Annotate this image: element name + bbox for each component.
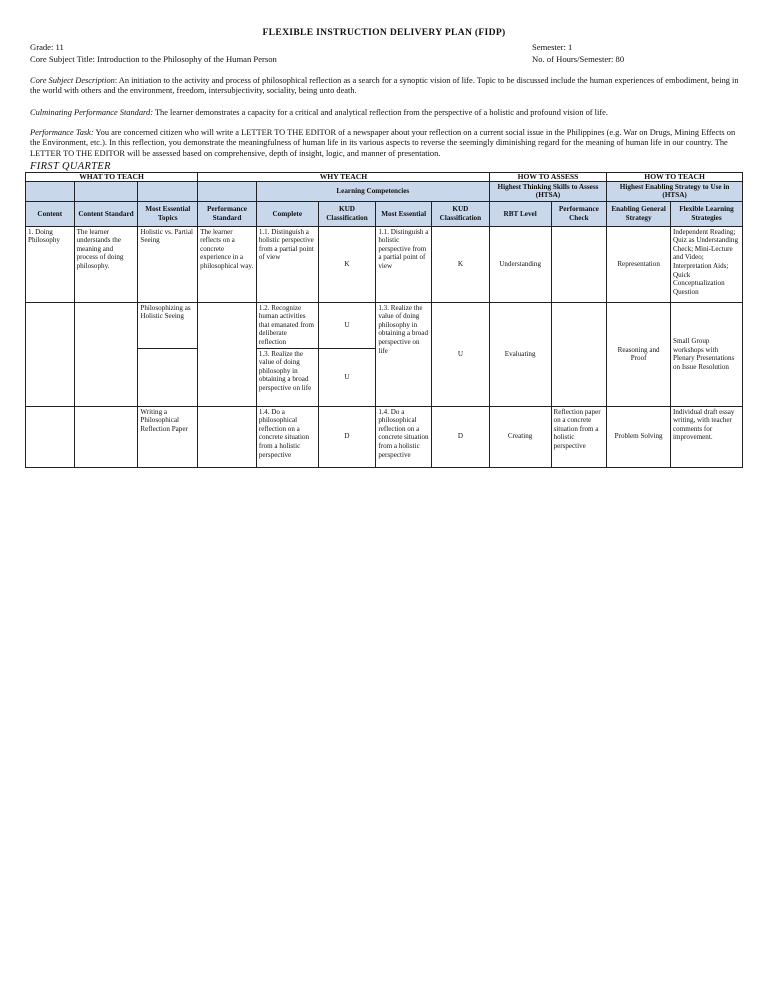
subgroup-header-row xyxy=(26,182,743,201)
cell-performance-standard xyxy=(198,348,257,406)
cell-complete: 1.1. Distinguish a holistic perspective from a partial point of view xyxy=(256,226,318,302)
header-performance-standard: Performance Standard xyxy=(198,201,257,226)
quarter-label: FIRST QUARTER xyxy=(30,161,111,172)
table-row xyxy=(26,302,743,348)
cell-kud-1: U xyxy=(318,348,376,406)
blank-header-cell xyxy=(26,182,75,201)
htsa-header: Highest Thinking Skills to Assess (HTSA) xyxy=(489,182,606,201)
group-how-to-teach: HOW TO TEACH xyxy=(607,173,743,182)
cell-content xyxy=(26,302,75,348)
hesa-header: Highest Enabling Strategy to Use in (HTSA) xyxy=(607,182,743,201)
blank-header-cell xyxy=(138,182,198,201)
blank-header-cell xyxy=(74,182,138,201)
cell-enabling-strategy: Representation xyxy=(607,226,671,302)
cell-performance-standard: The learner reflects on a concrete experience in a philosophical way. xyxy=(198,226,257,302)
cell-performance-standard xyxy=(198,406,257,467)
subject-title: Core Subject Title: Introduction to the Philosophy of the Human Person xyxy=(30,54,277,64)
cell-kud-2: K xyxy=(432,226,490,302)
cell-content-standard xyxy=(74,406,138,467)
subject-description xyxy=(30,76,742,97)
culminating-label: Culminating Performance Standard: xyxy=(30,108,153,117)
cell-content: 1. Doing Philosophy xyxy=(26,226,75,302)
cell-performance-check: Reflection paper on a concrete situation from a holistic perspective xyxy=(551,406,607,467)
cell-topics: Philosophizing as Holistic Seeing xyxy=(138,302,198,348)
cell-flexible-strategies: Independent Reading; Quiz as Understanding Check; Mini-Lecture and Video; Interpretation Aids; Quick Conceptualization Question xyxy=(671,226,743,302)
cell-performance-standard xyxy=(198,302,257,348)
group-header-row xyxy=(26,173,743,182)
cell-complete: 1.3. Realize the value of doing philosophy in obtaining a broad perspective on life xyxy=(256,348,318,406)
group-what-to-teach: WHAT TO TEACH xyxy=(26,173,198,182)
cell-kud-1: U xyxy=(318,302,376,348)
cell-flexible-strategies: Small Group workshops with Plenary Presentations on Issue Resolution xyxy=(671,302,743,406)
performance-task xyxy=(30,128,742,159)
cell-kud-2: D xyxy=(432,406,490,467)
column-header-row xyxy=(26,201,743,226)
cell-kud-2: U xyxy=(432,302,490,406)
header-content-standard: Content Standard xyxy=(74,201,138,226)
task-label: Performance Task: xyxy=(30,128,94,137)
cell-performance-check xyxy=(551,302,607,406)
cell-content xyxy=(26,406,75,467)
header-most-essential: Most Essential xyxy=(376,201,432,226)
cell-topics: Writing a Philosophical Reflection Paper xyxy=(138,406,198,467)
description-label: Core Subject Description xyxy=(30,76,115,85)
description-text: : An initiation to the activity and process of philosophical reflection as a search for a synoptic vision of life. Topic to be discussed include the human experiences of embodiment, being in the world with others and the environment, freedom, intersubjectivity, sociality, being unto death. xyxy=(30,76,739,96)
cell-complete: 1.4. Do a philosophical reflection on a concrete situation from a holistic perspective xyxy=(256,406,318,467)
group-why-teach: WHY TEACH xyxy=(198,173,490,182)
cell-performance-check xyxy=(551,226,607,302)
cell-enabling-strategy: Reasoning and Proof xyxy=(607,302,671,406)
header-enabling-strategy: Enabling General Strategy xyxy=(607,201,671,226)
table-row xyxy=(26,226,743,302)
table-row xyxy=(26,406,743,467)
header-kud-2: KUD Classification xyxy=(432,201,490,226)
cell-rbt-level: Understanding xyxy=(489,226,551,302)
cell-enabling-strategy: Problem Solving xyxy=(607,406,671,467)
cell-most-essential: 1.1. Distinguish a holistic perspective from a partial point of view xyxy=(376,226,432,302)
cell-content-standard xyxy=(74,348,138,406)
header-rbt-level: RBT Level xyxy=(489,201,551,226)
cell-content-standard xyxy=(74,302,138,348)
cell-kud-1: D xyxy=(318,406,376,467)
cell-most-essential: 1.3. Realize the value of doing philosophy in obtaining a broad perspective on life xyxy=(376,302,432,406)
cell-rbt-level: Evaluating xyxy=(489,302,551,406)
cell-rbt-level: Creating xyxy=(489,406,551,467)
cell-content xyxy=(26,348,75,406)
cell-complete: 1.2. Recognize human activities that emanated from deliberate reflection xyxy=(256,302,318,348)
cell-content-standard: The learner understands the meaning and process of doing philosophy. xyxy=(74,226,138,302)
cell-topics: Holistic vs. Partial Seeing xyxy=(138,226,198,302)
blank-header-cell xyxy=(198,182,257,201)
learning-competencies-header: Learning Competencies xyxy=(256,182,489,201)
fidp-table xyxy=(25,172,743,468)
header-complete: Complete xyxy=(256,201,318,226)
culminating-text: The learner demonstrates a capacity for a critical and analytical reflection from the perspective of a holistic and profound vision of life. xyxy=(152,108,608,117)
header-topics: Most Essential Topics xyxy=(138,201,198,226)
semester-label: Semester: 1 xyxy=(532,42,573,52)
task-text: You are concerned citizen who will write a LETTER TO THE EDITOR of a newspaper about your reflection on a current social issue in the Philippines (e.g. War on Drugs, Mining Effects on the Environment, etc.). In this reflection, you demonstrate the meaningfulness of human life in its various aspects to reverse the seemingly diminishing regard for the meaning of human life in our country. The LETTER TO THE EDITOR will be assessed based on comprehensive, depth of insight, logic, and manner of presentation. xyxy=(30,128,736,158)
cell-kud-1: K xyxy=(318,226,376,302)
cell-topics xyxy=(138,348,198,406)
document-title: FLEXIBLE INSTRUCTION DELIVERY PLAN (FIDP) xyxy=(262,27,506,38)
header-content: Content xyxy=(26,201,75,226)
header-performance-check: Performance Check xyxy=(551,201,607,226)
header-kud-1: KUD Classification xyxy=(318,201,376,226)
grade-label: Grade: 11 xyxy=(30,42,64,52)
hours-label: No. of Hours/Semester: 80 xyxy=(532,54,625,64)
cell-flexible-strategies: Individual draft essay writing, with teacher comments for improvement. xyxy=(671,406,743,467)
culminating-standard xyxy=(30,108,742,118)
header-flexible-strategies: Flexible Learning Strategies xyxy=(671,201,743,226)
group-how-to-assess: HOW TO ASSESS xyxy=(489,173,606,182)
cell-most-essential: 1.4. Do a philosophical reflection on a concrete situation from a holistic perspective xyxy=(376,406,432,467)
